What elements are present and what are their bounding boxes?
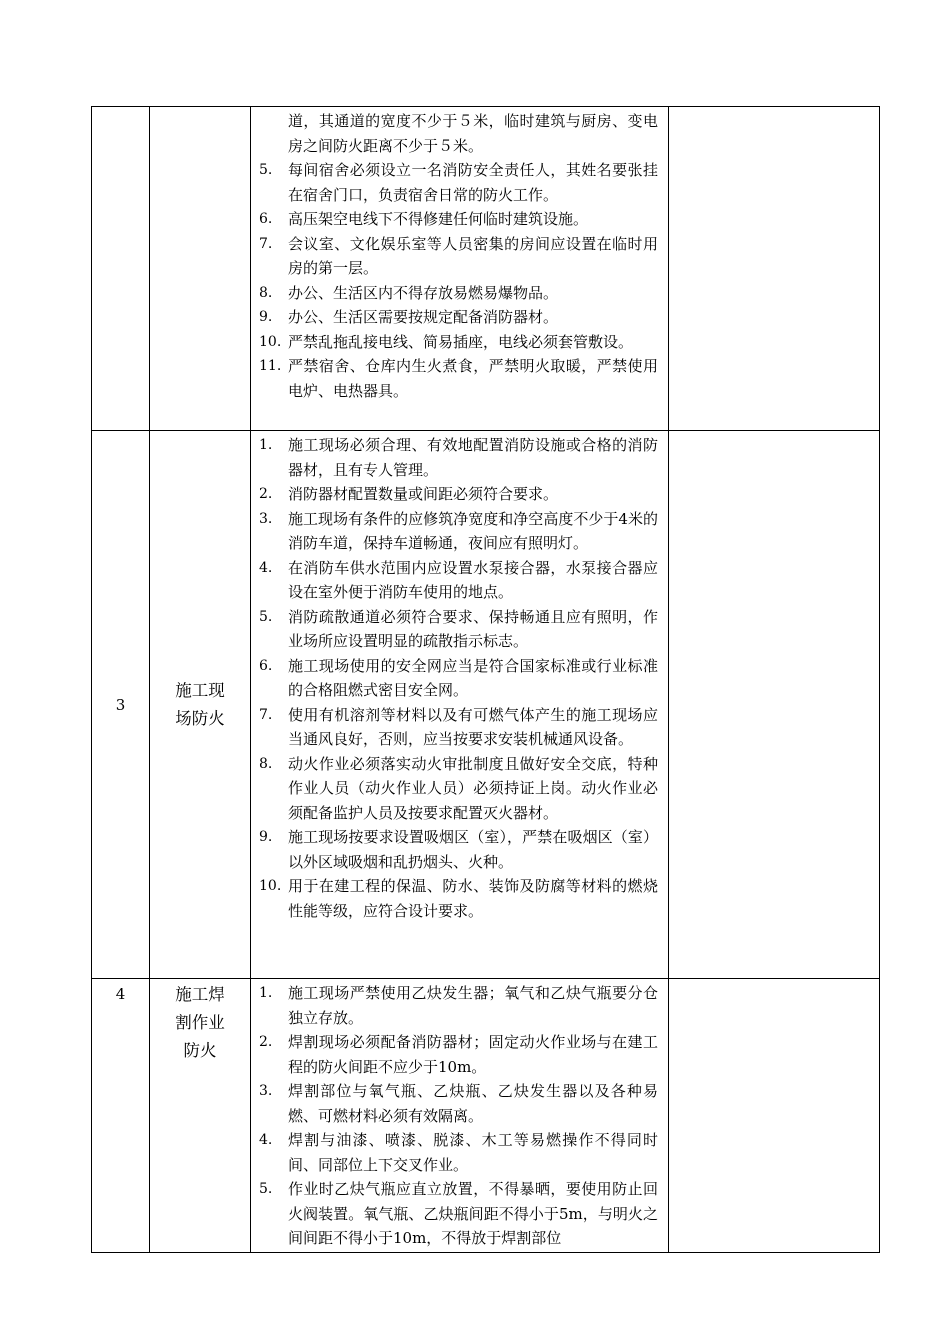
clause-number: 8. xyxy=(259,755,273,772)
clause-number: 2. xyxy=(259,1034,273,1050)
table-row xyxy=(92,431,880,979)
clause-number: 6. xyxy=(259,657,273,674)
list-item xyxy=(259,1030,658,1079)
clause-text: 严禁乱拖乱接电线、简易插座，电线必须套管敷设。 xyxy=(288,332,634,351)
clause-number: 5. xyxy=(259,162,273,178)
list-item xyxy=(259,981,658,1030)
list-item xyxy=(259,433,658,482)
clause-text: 施工现场有条件的应修筑净宽度和净空高度不少于4米的消防车道，保持车道畅通，夜间应有照明灯。 xyxy=(288,509,658,552)
clause-text: 焊割现场必须配备消防器材；固定动火作业场与在建工程的防火间距不应少于10m。 xyxy=(288,1033,658,1076)
row-content-cell xyxy=(251,979,669,1253)
clause-text: 严禁宿舍、仓库内生火煮食，严禁明火取暖，严禁使用电炉、电热器具。 xyxy=(288,357,658,400)
list-item xyxy=(259,305,658,330)
row-item-cell xyxy=(150,979,251,1253)
clause-list xyxy=(259,981,658,1251)
clause-text: 动火作业必须落实动火审批制度且做好安全交底，特种作业人员（动火作业人员）必须持证上岗。动火作业必须配备监护人员及按要求配置灭火器材。 xyxy=(288,754,658,822)
clause-text: 作业时乙炔气瓶应直立放置，不得暴晒，要使用防止回火阀装置。氧气瓶、乙炔瓶间距不得小于5m，与明火之间间距不得小于10m，不得放于焊割部位 xyxy=(288,1180,658,1247)
row-extra-cell xyxy=(669,107,880,431)
list-item xyxy=(259,354,658,403)
list-item xyxy=(259,1079,658,1128)
clause-number: 3. xyxy=(259,510,273,527)
row-item-cell xyxy=(150,431,251,979)
clause-text: 施工现场必须合理、有效地配置消防设施或合格的消防器材，且有专人管理。 xyxy=(288,436,658,479)
clause-number: 5. xyxy=(259,608,273,625)
row-number-cell xyxy=(92,107,150,431)
list-item xyxy=(259,482,658,507)
clause-text: 会议室、文化娱乐室等人员密集的房间应设置在临时用房的第一层。 xyxy=(288,234,658,277)
row-number: 4 xyxy=(115,985,126,1003)
clause-number: 10. xyxy=(259,333,282,350)
clause-number: 2. xyxy=(259,486,273,502)
clause-text: 道，其通道的宽度不少于５米，临时建筑与厨房、变电房之间防火距离不少于５米。 xyxy=(288,112,658,155)
clause-number: 4. xyxy=(259,1132,273,1148)
regulation-table xyxy=(91,106,880,1253)
clause-text: 消防疏散通道必须符合要求、保持畅通且应有照明，作业场所应设置明显的疏散指示标志。 xyxy=(288,607,658,650)
row-content-cell xyxy=(251,107,669,431)
clause-text: 办公、生活区内不得存放易燃易爆物品。 xyxy=(288,283,559,302)
clause-text: 每间宿舍必须设立一名消防安全责任人，其姓名要张挂在宿舍门口，负责宿舍日常的防火工作。 xyxy=(288,161,658,204)
row-extra-cell xyxy=(669,979,880,1253)
clause-text: 在消防车供水范围内应设置水泵接合器，水泵接合器应设在室外便于消防车使用的地点。 xyxy=(288,558,658,601)
clause-number: 9. xyxy=(259,309,273,325)
clause-list xyxy=(259,109,658,403)
row-number: 3 xyxy=(115,695,126,714)
clause-number: 7. xyxy=(259,235,273,252)
clause-text: 用于在建工程的保温、防水、装饰及防腐等材料的燃烧性能等级，应符合设计要求。 xyxy=(288,877,658,920)
list-item xyxy=(259,207,658,232)
list-item xyxy=(259,556,658,605)
clause-text: 焊割部位与氧气瓶、乙炔瓶、乙炔发生器以及各种易燃、可燃材料必须有效隔离。 xyxy=(288,1082,658,1125)
clause-number: 10. xyxy=(259,878,282,894)
clause-text: 使用有机溶剂等材料以及有可燃气体产生的施工现场应当通风良好，否则，应当按要求安装机械通风设备。 xyxy=(288,705,658,748)
list-item xyxy=(259,330,658,355)
clause-text: 焊割与油漆、喷漆、脱漆、木工等易燃操作不得同时间、同部位上下交叉作业。 xyxy=(288,1131,658,1174)
list-item xyxy=(259,825,658,874)
clause-number: 9. xyxy=(259,829,273,845)
clause-number: 5. xyxy=(259,1181,273,1197)
list-item xyxy=(259,752,658,826)
list-item xyxy=(259,1177,658,1251)
clause-number: 6. xyxy=(259,211,273,227)
row-item-cell xyxy=(150,107,251,431)
clause-number: 1. xyxy=(259,437,273,453)
clause-number: 4. xyxy=(259,559,273,576)
row-content-cell xyxy=(251,431,669,979)
clause-text: 施工现场严禁使用乙炔发生器；氧气和乙炔气瓶要分仓独立存放。 xyxy=(288,984,658,1027)
list-item xyxy=(259,703,658,752)
clause-text: 施工现场按要求设置吸烟区（室），严禁在吸烟区（室）以外区域吸烟和乱扔烟头、火种。 xyxy=(288,828,658,871)
table-row xyxy=(92,979,880,1253)
clause-number: 1. xyxy=(259,985,273,1001)
row-item: 施工焊割作业防火 xyxy=(175,985,225,1060)
list-item xyxy=(259,874,658,923)
list-item xyxy=(259,654,658,703)
clause-text: 施工现场使用的安全网应当是符合国家标准或行业标准的合格阻燃式密目安全网。 xyxy=(288,656,658,699)
row-extra-cell xyxy=(669,431,880,979)
list-item xyxy=(259,1128,658,1177)
row-number-cell xyxy=(92,431,150,979)
row-number-cell xyxy=(92,979,150,1253)
clause-text: 消防器材配置数量或间距必须符合要求。 xyxy=(288,485,559,503)
list-item xyxy=(259,507,658,556)
clause-list xyxy=(259,433,658,923)
clause-text: 办公、生活区需要按规定配备消防器材。 xyxy=(288,308,559,326)
clause-number: 8. xyxy=(259,284,273,301)
clause-number: 11. xyxy=(259,358,282,374)
list-item xyxy=(259,281,658,306)
list-item xyxy=(259,158,658,207)
table-row xyxy=(92,107,880,431)
clause-text: 高压架空电线下不得修建任何临时建筑设施。 xyxy=(288,210,589,228)
clause-number: 7. xyxy=(259,706,273,723)
list-item xyxy=(259,232,658,281)
clause-number: 3. xyxy=(259,1083,273,1099)
list-item xyxy=(259,109,658,158)
list-item xyxy=(259,605,658,654)
row-item: 施工现场防火 xyxy=(175,680,225,728)
